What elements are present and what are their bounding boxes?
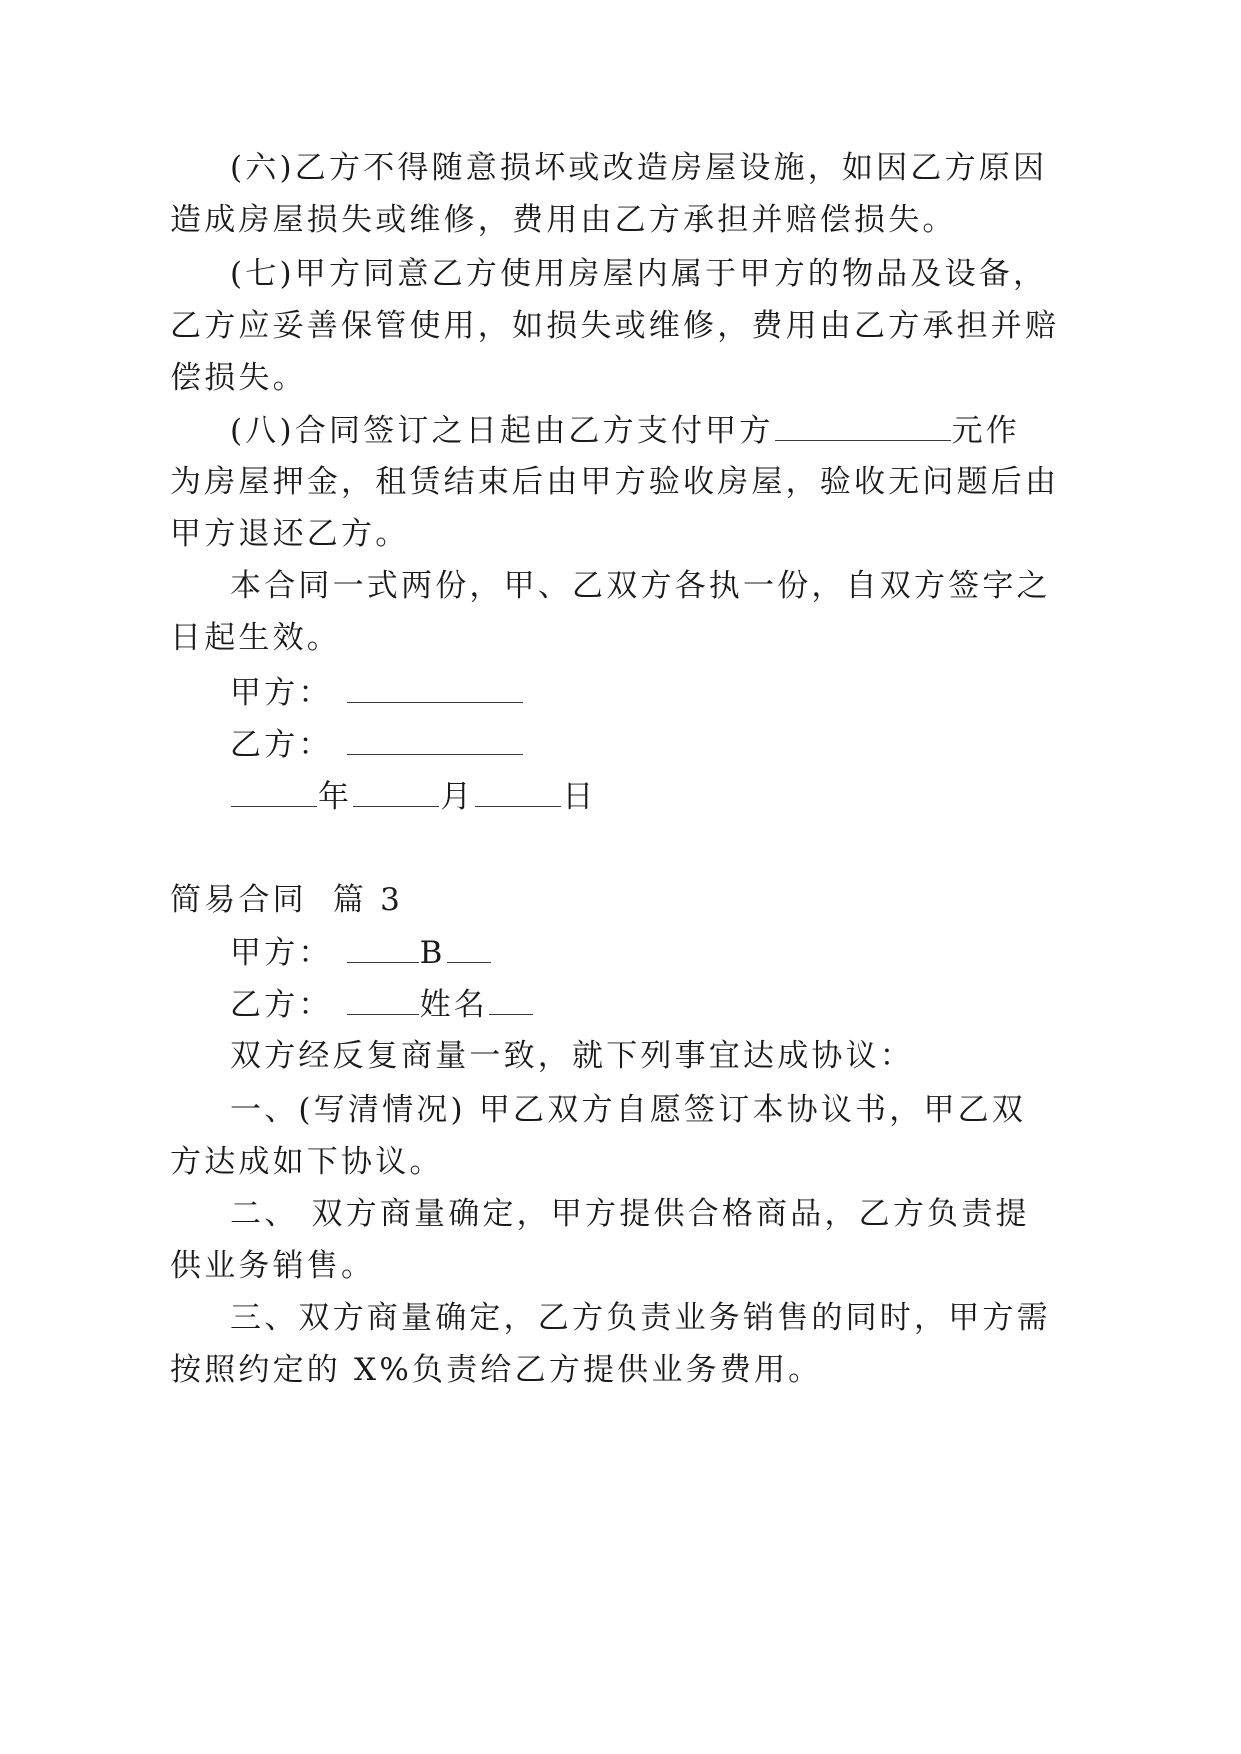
date-year-label: 年 xyxy=(318,779,353,815)
section-8-line-2: 为房屋押金，租赁结束后由甲方验收房屋，验收无问题后由 xyxy=(170,464,1060,500)
signature-date xyxy=(230,776,597,817)
contract-3-heading: 简易合同 篇 3 xyxy=(170,882,404,918)
party-a-signature-blank xyxy=(347,672,523,703)
section-8-line-1-suffix: 元作 xyxy=(951,413,1020,449)
signature-party-b xyxy=(230,724,524,765)
contract-3-party-a-value: B xyxy=(419,935,446,971)
contract-3-party-b-value: 姓名 xyxy=(419,987,489,1023)
contract-3-item-3-line-1: 三、双方商量确定，乙方负责业务销售的同时，甲方需 xyxy=(230,1300,1051,1336)
contract-3-party-a xyxy=(230,932,492,973)
year-blank xyxy=(231,776,317,807)
section-7-line-3: 偿损失。 xyxy=(170,360,307,396)
day-blank xyxy=(475,776,561,807)
date-day-label: 日 xyxy=(562,779,597,815)
contract-3-party-b-label: 乙方： xyxy=(230,987,333,1023)
section-8-line-1 xyxy=(230,410,1020,451)
section-7-line-1: (七)甲方同意乙方使用房屋内属于甲方的物品及设备， xyxy=(230,256,1048,292)
contract-3-intro: 双方经反复商量一致，就下列事宜达成协议： xyxy=(230,1038,914,1074)
contract-3-item-1-line-2: 方达成如下协议。 xyxy=(170,1144,444,1180)
signature-party-a xyxy=(230,672,524,713)
party-a-blank-after xyxy=(447,932,491,963)
party-b-blank-before xyxy=(347,984,419,1015)
party-b-blank-after xyxy=(489,984,533,1015)
party-b-signature-blank xyxy=(347,724,523,755)
section-7-line-2: 乙方应妥善保管使用，如损失或维修，费用由乙方承担并赔 xyxy=(170,308,1060,344)
section-8-line-1-prefix: (八)合同签订之日起由乙方支付甲方 xyxy=(230,413,774,449)
date-month-label: 月 xyxy=(440,779,475,815)
month-blank xyxy=(353,776,439,807)
contract-3-item-3-line-2: 按照约定的 X%负责给乙方提供业务费用。 xyxy=(170,1352,823,1388)
section-6-line-2: 造成房屋损失或维修，费用由乙方承担并赔偿损失。 xyxy=(170,202,957,238)
section-8-line-3: 甲方退还乙方。 xyxy=(170,516,410,552)
closing-line-1: 本合同一式两份，甲、乙双方各执一份，自双方签字之 xyxy=(230,568,1051,604)
deposit-amount-blank xyxy=(775,410,951,441)
party-b-label: 乙方： xyxy=(230,727,333,763)
party-a-label: 甲方： xyxy=(230,675,333,711)
contract-3-item-1-line-1: 一、(写清情况) 甲乙双方自愿签订本协议书，甲乙双 xyxy=(230,1092,1027,1128)
closing-line-2: 日起生效。 xyxy=(170,620,341,656)
contract-3-item-2-line-2: 供业务销售。 xyxy=(170,1248,376,1284)
party-a-blank-before xyxy=(347,932,419,963)
contract-3-party-a-label: 甲方： xyxy=(230,935,333,971)
contract-3-item-2-line-1: 二、 双方商量确定，甲方提供合格商品，乙方负责提 xyxy=(230,1196,1030,1232)
section-6-line-1: (六)乙方不得随意损坏或改造房屋设施，如因乙方原因 xyxy=(230,150,1048,186)
contract-3-party-b xyxy=(230,984,534,1025)
